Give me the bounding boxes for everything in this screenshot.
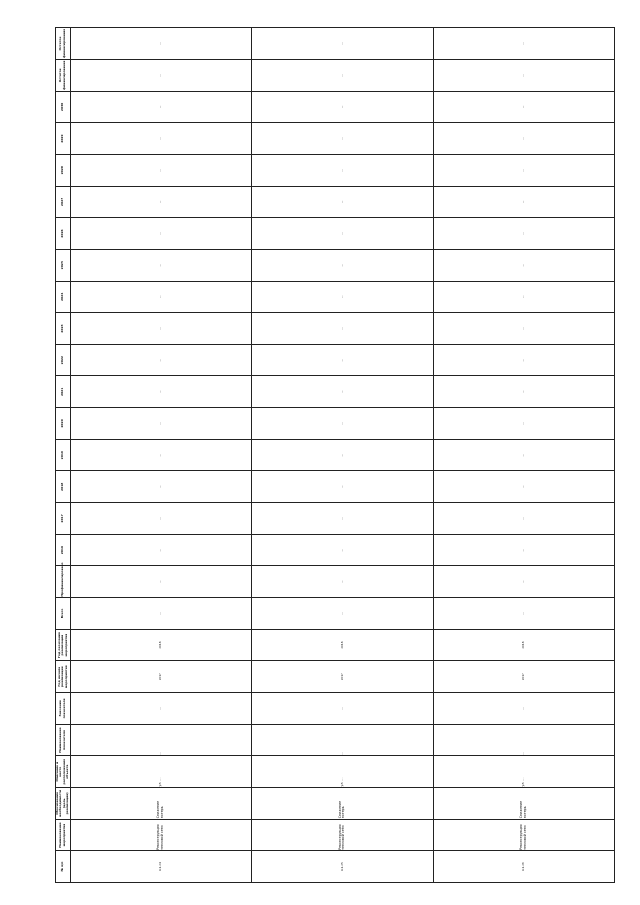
table-cell: ... (433, 249, 614, 281)
header-cell: 2018 (56, 471, 71, 503)
table-cell: ... (70, 503, 251, 535)
header-cell: Всего (56, 598, 71, 630)
investment-program-table (55, 27, 615, 883)
table-cell: 4.1.26 (433, 851, 614, 883)
header-cell: 2028 (56, 154, 71, 186)
table-cell: ... (433, 218, 614, 250)
table-body (70, 28, 614, 883)
table-cell: ... (433, 439, 614, 471)
header-cell: 2026 (56, 218, 71, 250)
table-cell: ... (70, 154, 251, 186)
table-cell: ... (433, 408, 614, 440)
table-cell: ... (252, 376, 433, 408)
table-cell: ... (252, 59, 433, 91)
table-cell: 4.1.24 (70, 851, 251, 883)
table-cell: ... (252, 598, 433, 630)
table-cell: ... (70, 408, 251, 440)
table-cell: ... (252, 344, 433, 376)
table-cell: ... (70, 186, 251, 218)
table-cell: 2018 (433, 629, 614, 661)
header-cell: Наименование показателя (56, 724, 71, 756)
table-cell: Снижение потерь (433, 788, 614, 820)
table-cell: ... (70, 249, 251, 281)
table-cell: Снижение потерь (252, 788, 433, 820)
table-cell: 2017 (252, 661, 433, 693)
header-cell: Описание и место расположения объекта (56, 756, 71, 788)
header-cell: Обоснование необходимости (цель реализации) (56, 788, 71, 820)
table-cell: ... (433, 693, 614, 725)
table-cell: ... (252, 28, 433, 60)
table-cell: ... (433, 91, 614, 123)
table-cell: ... (433, 281, 614, 313)
header-cell: Значение показателя (56, 693, 71, 725)
table-header-row (56, 28, 71, 883)
table-cell: ... (252, 439, 433, 471)
table-cell: ... (252, 534, 433, 566)
table-cell: ... (433, 534, 614, 566)
table-cell: ул. ... (433, 756, 614, 788)
table-cell: ... (70, 344, 251, 376)
table-cell: ... (433, 186, 614, 218)
header-cell: 2025 (56, 249, 71, 281)
header-cell: Профинансировано (56, 566, 71, 598)
header-cell: 2029 (56, 123, 71, 155)
table-cell: ... (252, 503, 433, 535)
table-cell: ... (70, 376, 251, 408)
table-cell: ... (70, 218, 251, 250)
table-row (70, 28, 251, 883)
table-cell: Реконструкция тепловой сети (70, 819, 251, 851)
header-cell: 2030 (56, 91, 71, 123)
table-cell: ... (252, 218, 433, 250)
table-cell: 2018 (70, 629, 251, 661)
table-cell: ... (433, 598, 614, 630)
header-cell: Наименование мероприятия (56, 819, 71, 851)
table-cell: ... (433, 724, 614, 756)
header-cell: Остаток финансирования (56, 28, 71, 60)
table-cell: ... (70, 724, 251, 756)
header-cell: 2022 (56, 344, 71, 376)
table-cell: ул. ... (70, 756, 251, 788)
table-cell: 2017 (70, 661, 251, 693)
table-cell: ... (433, 28, 614, 60)
table-cell: ... (433, 503, 614, 535)
table-row (252, 28, 433, 883)
table-cell: ... (70, 693, 251, 725)
header-cell: 2024 (56, 281, 71, 313)
table-cell: ... (70, 598, 251, 630)
table-cell: 4.1.25 (252, 851, 433, 883)
header-cell: Год окончания реализации мероприятия (56, 629, 71, 661)
table-cell: ... (70, 534, 251, 566)
table-cell: ... (70, 439, 251, 471)
table-cell: Снижение потерь (70, 788, 251, 820)
header-cell: 2021 (56, 376, 71, 408)
table-cell: ... (70, 91, 251, 123)
table-cell: ... (70, 471, 251, 503)
table-cell: ... (252, 154, 433, 186)
table-cell: ... (70, 123, 251, 155)
table-cell: ... (252, 249, 433, 281)
header-cell: Год начала реализации мероприятия (56, 661, 71, 693)
table-cell: ... (433, 376, 614, 408)
table-cell: ... (252, 693, 433, 725)
table-cell: 2018 (252, 629, 433, 661)
header-cell: 2016 (56, 534, 71, 566)
table-cell: ... (252, 123, 433, 155)
table-cell: ... (252, 471, 433, 503)
table-row (433, 28, 614, 883)
table-cell: ... (433, 154, 614, 186)
table-cell: ... (252, 408, 433, 440)
table-cell: ... (433, 566, 614, 598)
header-cell: 2020 (56, 408, 71, 440)
header-cell: 2017 (56, 503, 71, 535)
header-cell: Остаток финансирования (56, 59, 71, 91)
table-cell: Реконструкция тепловой сети (433, 819, 614, 851)
table-cell: ... (433, 123, 614, 155)
table-cell: ... (252, 724, 433, 756)
header-cell: № п/п (56, 851, 71, 883)
table-cell: ... (433, 313, 614, 345)
table-cell: ... (433, 344, 614, 376)
table-cell: ... (252, 566, 433, 598)
table-cell: ул. ... (252, 756, 433, 788)
table-cell: ... (252, 91, 433, 123)
table-cell: ... (70, 313, 251, 345)
header-cell: 2027 (56, 186, 71, 218)
table-cell: 2017 (433, 661, 614, 693)
header-cell: 2019 (56, 439, 71, 471)
table-cell: ... (70, 59, 251, 91)
table-cell: ... (433, 471, 614, 503)
table-cell: ... (70, 566, 251, 598)
header-cell: 2023 (56, 313, 71, 345)
table-cell: ... (70, 281, 251, 313)
table-cell: ... (70, 28, 251, 60)
table-cell: Реконструкция тепловой сети (252, 819, 433, 851)
table-cell: ... (252, 313, 433, 345)
table-cell: ... (252, 281, 433, 313)
table-cell: ... (252, 186, 433, 218)
table-cell: ... (433, 59, 614, 91)
